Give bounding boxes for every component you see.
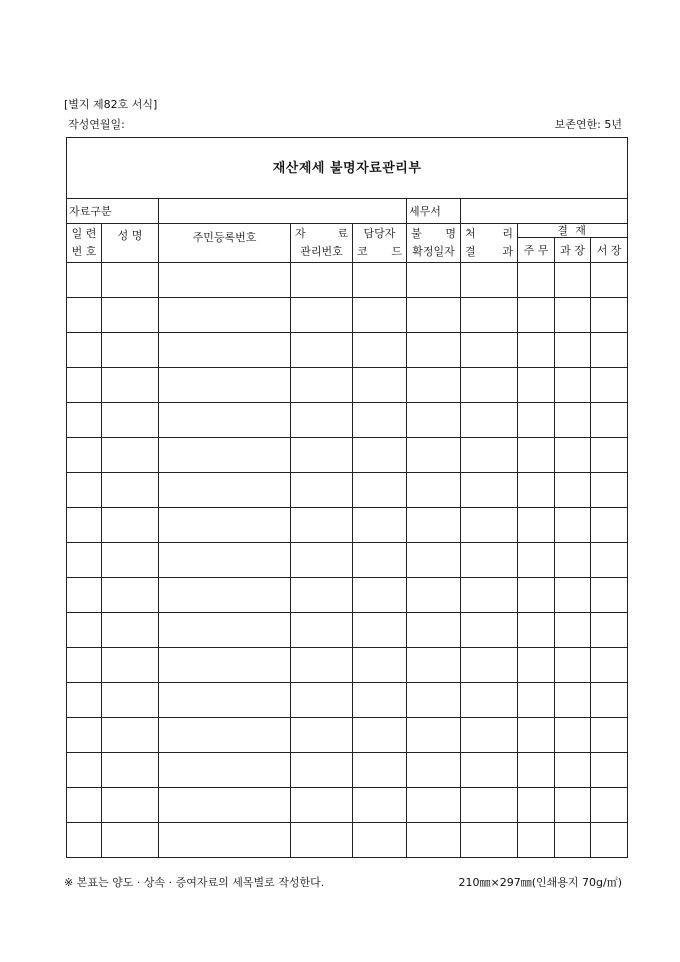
col-unknown-date-b: 명 xyxy=(445,227,456,240)
table-cell[interactable] xyxy=(461,683,518,718)
footnote: ※ 본표는 양도 · 상속 · 증여자료의 세목별로 작성한다. xyxy=(64,876,325,889)
table-cell[interactable] xyxy=(407,578,461,613)
table-row xyxy=(67,263,628,298)
table-cell[interactable] xyxy=(555,753,591,788)
table-cell[interactable] xyxy=(102,403,159,438)
table-cell[interactable] xyxy=(591,753,628,788)
col-unknown-date-c: 확정일자 xyxy=(412,245,455,258)
table-cell[interactable] xyxy=(159,788,291,823)
retention-period: 보존연한: 5년 xyxy=(554,118,622,131)
ledger-sheet xyxy=(66,137,627,858)
table-cell[interactable] xyxy=(461,753,518,788)
table-cell[interactable] xyxy=(353,578,407,613)
table-cell[interactable] xyxy=(353,403,407,438)
table-cell[interactable] xyxy=(67,473,102,508)
table-cell[interactable] xyxy=(461,438,518,473)
col-rrn: 주민등록번호 xyxy=(159,224,291,263)
col-data-mgmt-b: 료 xyxy=(337,227,348,240)
table-cell[interactable] xyxy=(591,683,628,718)
table-row xyxy=(67,788,628,823)
table-cell[interactable] xyxy=(555,368,591,403)
table-cell[interactable] xyxy=(555,508,591,543)
table-cell[interactable] xyxy=(159,263,291,298)
col-name: 성 명 xyxy=(102,224,159,263)
table-cell[interactable] xyxy=(518,578,555,613)
table-cell[interactable] xyxy=(555,298,591,333)
table-cell[interactable] xyxy=(67,718,102,753)
col-serial-line2: 번 호 xyxy=(71,245,97,258)
table-cell[interactable] xyxy=(291,648,353,683)
col-officer-c: 드 xyxy=(391,245,402,258)
table-row xyxy=(67,403,628,438)
col-officer xyxy=(353,224,407,263)
table-cell[interactable] xyxy=(461,333,518,368)
date-label: 작성연월일: xyxy=(68,118,125,131)
table-cell[interactable] xyxy=(102,788,159,823)
table-cell[interactable] xyxy=(159,578,291,613)
table-cell[interactable] xyxy=(159,683,291,718)
table-cell[interactable] xyxy=(555,263,591,298)
table-cell[interactable] xyxy=(159,543,291,578)
table-cell[interactable] xyxy=(159,333,291,368)
table-cell[interactable] xyxy=(461,263,518,298)
table-cell[interactable] xyxy=(102,263,159,298)
table-cell[interactable] xyxy=(353,438,407,473)
table-cell[interactable] xyxy=(518,543,555,578)
table-cell[interactable] xyxy=(159,718,291,753)
table-row xyxy=(67,683,628,718)
table-cell[interactable] xyxy=(159,403,291,438)
table-cell[interactable] xyxy=(102,473,159,508)
table-row xyxy=(67,543,628,578)
table-cell[interactable] xyxy=(291,683,353,718)
table-cell[interactable] xyxy=(461,368,518,403)
table-cell[interactable] xyxy=(407,823,461,858)
table-cell[interactable] xyxy=(67,753,102,788)
table-cell[interactable] xyxy=(407,403,461,438)
table-cell[interactable] xyxy=(102,613,159,648)
table-cell[interactable] xyxy=(518,508,555,543)
table-cell[interactable] xyxy=(353,298,407,333)
table-cell[interactable] xyxy=(518,403,555,438)
col-approval-manager: 주 무 xyxy=(518,238,555,263)
col-result-c: 결 xyxy=(465,245,476,258)
table-cell[interactable] xyxy=(555,543,591,578)
table-row xyxy=(67,333,628,368)
table-cell[interactable] xyxy=(591,648,628,683)
table-cell[interactable] xyxy=(591,788,628,823)
table-cell[interactable] xyxy=(591,508,628,543)
table-cell[interactable] xyxy=(67,298,102,333)
table-cell[interactable] xyxy=(407,683,461,718)
table-cell[interactable] xyxy=(291,473,353,508)
table-cell[interactable] xyxy=(291,263,353,298)
table-cell[interactable] xyxy=(353,613,407,648)
table-cell[interactable] xyxy=(461,648,518,683)
table-cell[interactable] xyxy=(407,543,461,578)
table-cell[interactable] xyxy=(67,263,102,298)
table-row xyxy=(67,368,628,403)
office-value[interactable] xyxy=(461,199,628,224)
table-cell[interactable] xyxy=(591,333,628,368)
table-cell[interactable] xyxy=(291,718,353,753)
table-row xyxy=(67,753,628,788)
table-cell[interactable] xyxy=(591,823,628,858)
table-cell[interactable] xyxy=(353,263,407,298)
table-cell[interactable] xyxy=(555,578,591,613)
category-value[interactable] xyxy=(159,199,407,224)
table-cell[interactable] xyxy=(591,473,628,508)
col-serial xyxy=(67,224,102,263)
col-approval-director: 서 장 xyxy=(591,238,628,263)
table-cell[interactable] xyxy=(291,298,353,333)
table-cell[interactable] xyxy=(67,613,102,648)
table-cell[interactable] xyxy=(461,298,518,333)
table-row xyxy=(67,648,628,683)
table-cell[interactable] xyxy=(102,368,159,403)
table-cell[interactable] xyxy=(555,403,591,438)
table-cell[interactable] xyxy=(159,753,291,788)
table-cell[interactable] xyxy=(461,788,518,823)
form-number: [별지 제82호 서식] xyxy=(64,98,158,111)
table-cell[interactable] xyxy=(67,683,102,718)
ledger-title: 재산제세 불명자료관리부 xyxy=(67,138,628,199)
col-officer-a: 담당자 xyxy=(363,227,396,240)
table-cell[interactable] xyxy=(407,788,461,823)
table-cell[interactable] xyxy=(67,543,102,578)
table-cell[interactable] xyxy=(407,648,461,683)
ledger-table xyxy=(66,137,628,858)
table-cell[interactable] xyxy=(159,438,291,473)
table-cell[interactable] xyxy=(407,333,461,368)
table-cell[interactable] xyxy=(353,753,407,788)
table-cell[interactable] xyxy=(291,508,353,543)
table-cell[interactable] xyxy=(407,263,461,298)
table-cell[interactable] xyxy=(353,718,407,753)
table-cell[interactable] xyxy=(291,823,353,858)
table-row xyxy=(67,508,628,543)
table-cell[interactable] xyxy=(353,788,407,823)
col-officer-b: 코 xyxy=(357,245,368,258)
table-cell[interactable] xyxy=(591,403,628,438)
table-cell[interactable] xyxy=(518,718,555,753)
table-cell[interactable] xyxy=(591,718,628,753)
table-cell[interactable] xyxy=(591,543,628,578)
table-row xyxy=(67,298,628,333)
col-result-b: 리 xyxy=(502,227,513,240)
table-cell[interactable] xyxy=(407,613,461,648)
col-serial-line1: 일 련 xyxy=(71,227,97,240)
table-cell[interactable] xyxy=(518,648,555,683)
table-cell[interactable] xyxy=(407,753,461,788)
office-label: 세무서 xyxy=(407,199,461,224)
table-cell[interactable] xyxy=(518,298,555,333)
table-cell[interactable] xyxy=(159,368,291,403)
table-cell[interactable] xyxy=(591,613,628,648)
table-cell[interactable] xyxy=(461,508,518,543)
table-cell[interactable] xyxy=(591,263,628,298)
table-cell[interactable] xyxy=(461,543,518,578)
table-cell[interactable] xyxy=(407,298,461,333)
table-cell[interactable] xyxy=(407,438,461,473)
table-row xyxy=(67,578,628,613)
col-result-a: 처 xyxy=(465,227,476,240)
table-cell[interactable] xyxy=(67,648,102,683)
col-result xyxy=(461,224,518,263)
col-result-d: 과 xyxy=(502,245,513,258)
table-cell[interactable] xyxy=(555,683,591,718)
table-cell[interactable] xyxy=(518,473,555,508)
table-cell[interactable] xyxy=(407,368,461,403)
table-cell[interactable] xyxy=(67,403,102,438)
col-data-mgmt xyxy=(291,224,353,263)
table-cell[interactable] xyxy=(67,578,102,613)
table-cell[interactable] xyxy=(67,438,102,473)
table-cell[interactable] xyxy=(291,403,353,438)
table-cell[interactable] xyxy=(159,298,291,333)
paper-spec: 210㎜×297㎜(인쇄용지 70g/㎡) xyxy=(458,876,622,889)
table-cell[interactable] xyxy=(353,648,407,683)
table-cell[interactable] xyxy=(353,333,407,368)
table-cell[interactable] xyxy=(159,648,291,683)
table-cell[interactable] xyxy=(518,368,555,403)
table-cell[interactable] xyxy=(67,788,102,823)
table-cell[interactable] xyxy=(555,648,591,683)
col-unknown-date xyxy=(407,224,461,263)
table-cell[interactable] xyxy=(159,613,291,648)
table-cell[interactable] xyxy=(291,438,353,473)
table-cell[interactable] xyxy=(555,473,591,508)
col-data-mgmt-a: 자 xyxy=(295,227,306,240)
table-cell[interactable] xyxy=(291,613,353,648)
table-cell[interactable] xyxy=(518,788,555,823)
table-cell[interactable] xyxy=(518,683,555,718)
table-cell[interactable] xyxy=(518,438,555,473)
table-cell[interactable] xyxy=(407,718,461,753)
table-cell[interactable] xyxy=(353,543,407,578)
table-cell[interactable] xyxy=(461,823,518,858)
table-cell[interactable] xyxy=(67,333,102,368)
table-cell[interactable] xyxy=(555,333,591,368)
table-cell[interactable] xyxy=(291,753,353,788)
table-cell[interactable] xyxy=(555,718,591,753)
table-cell[interactable] xyxy=(461,578,518,613)
table-cell[interactable] xyxy=(67,508,102,543)
table-cell[interactable] xyxy=(102,508,159,543)
table-row xyxy=(67,438,628,473)
col-data-mgmt-c: 관리번호 xyxy=(300,245,343,258)
table-cell[interactable] xyxy=(102,823,159,858)
table-cell[interactable] xyxy=(591,298,628,333)
table-cell[interactable] xyxy=(102,578,159,613)
table-cell[interactable] xyxy=(518,263,555,298)
col-approval: 결 재 xyxy=(518,224,628,238)
table-cell[interactable] xyxy=(353,473,407,508)
table-row xyxy=(67,473,628,508)
table-cell[interactable] xyxy=(159,823,291,858)
table-cell[interactable] xyxy=(67,823,102,858)
table-cell[interactable] xyxy=(353,508,407,543)
table-cell[interactable] xyxy=(461,718,518,753)
table-cell[interactable] xyxy=(591,368,628,403)
table-cell[interactable] xyxy=(102,683,159,718)
table-cell[interactable] xyxy=(591,438,628,473)
table-cell[interactable] xyxy=(159,473,291,508)
table-cell[interactable] xyxy=(102,543,159,578)
table-cell[interactable] xyxy=(555,823,591,858)
table-cell[interactable] xyxy=(291,368,353,403)
table-row xyxy=(67,613,628,648)
table-row xyxy=(67,718,628,753)
table-cell[interactable] xyxy=(407,473,461,508)
table-cell[interactable] xyxy=(555,438,591,473)
table-cell[interactable] xyxy=(102,438,159,473)
table-cell[interactable] xyxy=(159,508,291,543)
table-cell[interactable] xyxy=(102,753,159,788)
table-cell[interactable] xyxy=(518,753,555,788)
table-cell[interactable] xyxy=(407,508,461,543)
table-cell[interactable] xyxy=(291,578,353,613)
table-cell[interactable] xyxy=(102,298,159,333)
col-unknown-date-a: 불 xyxy=(411,227,422,240)
table-cell[interactable] xyxy=(461,613,518,648)
table-cell[interactable] xyxy=(518,823,555,858)
table-cell[interactable] xyxy=(291,788,353,823)
table-cell[interactable] xyxy=(291,543,353,578)
table-cell[interactable] xyxy=(555,788,591,823)
table-cell[interactable] xyxy=(102,718,159,753)
table-cell[interactable] xyxy=(353,368,407,403)
table-cell[interactable] xyxy=(102,648,159,683)
table-cell[interactable] xyxy=(591,578,628,613)
category-label: 자료구분 xyxy=(67,199,159,224)
table-cell[interactable] xyxy=(555,613,591,648)
table-cell[interactable] xyxy=(102,333,159,368)
table-row xyxy=(67,823,628,858)
col-approval-section-chief: 과 장 xyxy=(555,238,591,263)
table-cell[interactable] xyxy=(291,333,353,368)
table-cell[interactable] xyxy=(353,683,407,718)
table-cell[interactable] xyxy=(518,333,555,368)
table-cell[interactable] xyxy=(67,368,102,403)
table-cell[interactable] xyxy=(461,403,518,438)
table-cell[interactable] xyxy=(461,473,518,508)
table-cell[interactable] xyxy=(353,823,407,858)
table-cell[interactable] xyxy=(518,613,555,648)
